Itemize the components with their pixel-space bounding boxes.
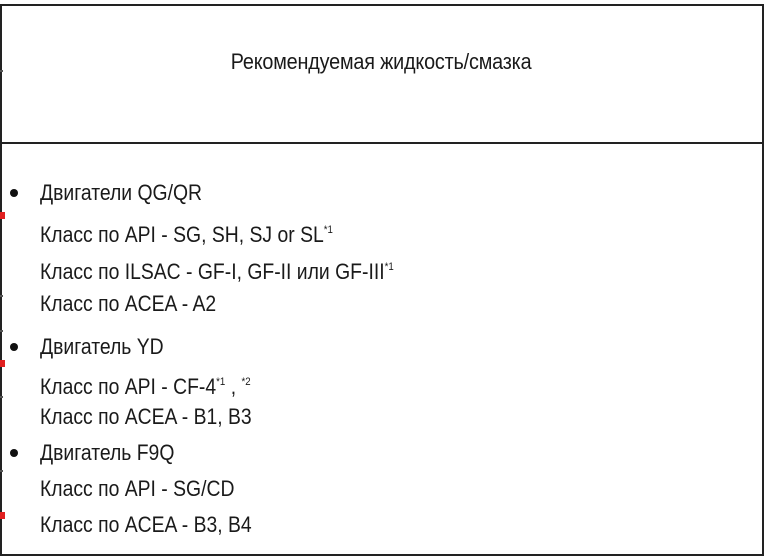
spec-line: Класс по API - CF-4$^{*1}$ , $^{*2}$ (40, 374, 251, 399)
engine-title: Двигатель F9Q (40, 440, 175, 465)
fluid-table (0, 4, 764, 556)
spec-line: Класс по ILSAC - GF-I, GF-II или GF-III$^{*1}$ (40, 259, 394, 284)
edge-tick (0, 396, 3, 398)
spec-line: Класс по ACEA - B1, B3 (40, 404, 252, 429)
spec-line: Класс по API - SG/CD (40, 476, 235, 501)
spec-line: Класс по API - SG, SH, SJ or SL$^{*1}$ (40, 222, 333, 247)
bullet-icon (10, 343, 18, 351)
engine-title: Двигатели QG/QR (40, 180, 202, 205)
bullet-icon (10, 449, 18, 457)
table-header-cell (0, 6, 762, 144)
table-body-cell (0, 144, 762, 554)
spec-line: Класс по ACEA - B3, B4 (40, 512, 252, 537)
edge-tick (0, 70, 3, 72)
engine-title: Двигатель YD (40, 334, 164, 359)
edge-mark (0, 212, 5, 219)
spec-line: Класс по ACEA - A2 (40, 291, 217, 316)
edge-tick (0, 470, 3, 472)
edge-tick (0, 330, 3, 332)
edge-tick (0, 295, 3, 297)
edge-mark (0, 360, 5, 367)
edge-mark (0, 512, 5, 519)
table-header-title: Рекомендуемая жидкость/смазка (230, 49, 532, 74)
bullet-icon (10, 189, 18, 197)
